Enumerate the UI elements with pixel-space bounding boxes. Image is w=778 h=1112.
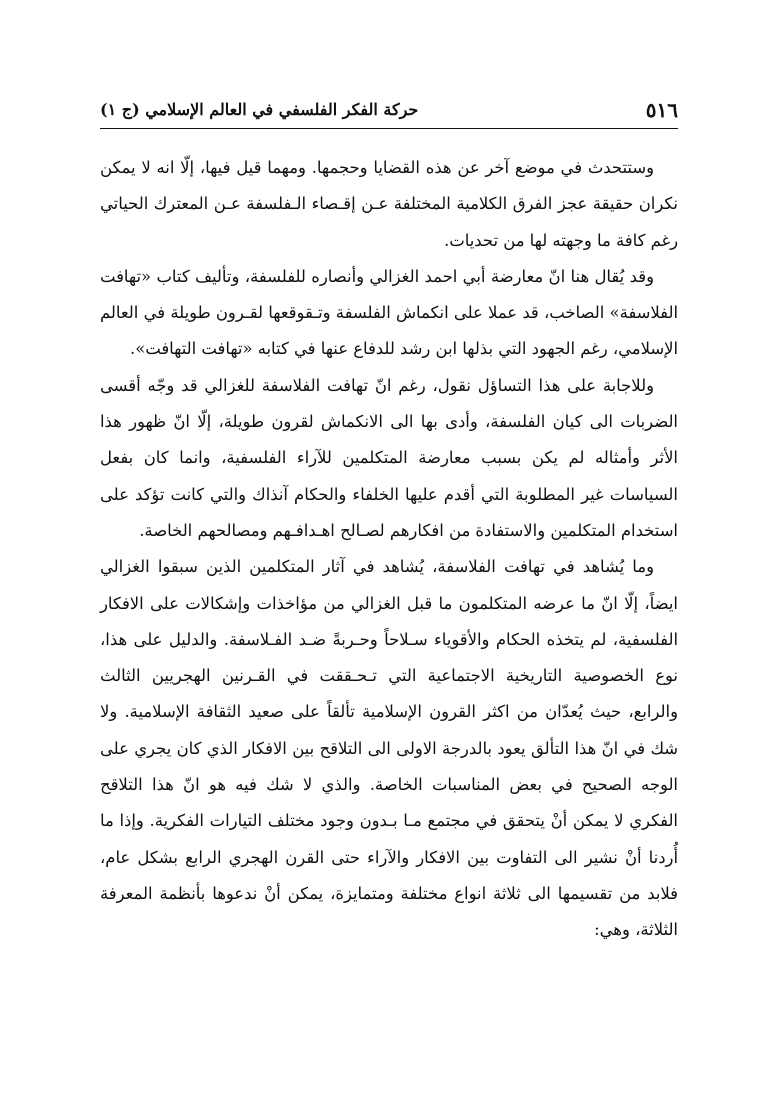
body-text <box>100 150 678 949</box>
page-header <box>100 96 678 129</box>
paragraph: وللاجابة على هذا التساؤل نقول، رغم انّ تهافت الفلاسفة للغزالي قد وجّه أقسى الضربات الى كيان الفلسفة، وأدى بها الى الانكماش لقرون طويلة، إلّا انّ ظهور هذا الأثر وأمثاله لم يكن بسبب معارضة المتكلمين للآراء الفلسفية، وانما كان بفعل السياسات غير المطلوبة التي أقدم عليها الخلفاء والحكام آنذاك والتي كانت تؤكد على استخدام المتكلمين والاستفادة من افكارهم لصـالح اهـدافـهم ومصالحهم الخاصة. <box>100 375 678 540</box>
running-title: حركة الفكر الفلسفي في العالم الإسلامي (ج ١) <box>100 100 419 119</box>
paragraph: وستتحدث في موضع آخر عن هذه القضايا وحجمها. ومهما قيل فيها، إلّا انه لا يمكن نكران حقيقة عجز الفرق الكلامية المختلفة عـن إقـصاء الـفلسفة عـن المعترك الحياتي رغم كافة ما وجهته لها من تحديات. <box>100 158 678 250</box>
paragraph: وقد يُقال هنا انّ معارضة أبي احمد الغزالي وأنصاره للفلسفة، وتأليف كتاب «تهافت الفلاسفة» الصاخب، قد عملا على انكماش الفلسفة وتـقوقعها لقـرون طويلة في العالم الإسلامي، رغم الجهود التي بذلها ابن رشد للدفاع عنها في كتابه «تهافت التهافت». <box>100 266 678 359</box>
paragraph: وما يُشاهد في تهافت الفلاسفة، يُشاهد في آثار المتكلمين الذين سبقوا الغزالي ايضاً، إلّا انّ ما عرضه المتكلمون ما قبل الغزالي من مؤاخذات وإشكالات على الافكار الفلسفية، لم يتخذه الحكام والأقوياء سـلاحاً وحـربةً ضـد الفـلاسفة. والدليل على هذا، نوع الخصوصية التاريخية الاجتماعية التي تـحـققت في القـرنين الهجريين الثالث والرابع، حيث يُعدّان من اكثر القرون الإسلامية تألقاً على صعيد الثقافة الإسلامية. ولا شك في انّ هذا التألق يعود بالدرجة الاولى الى التلاقح بين الافكار الذي كان يجري على الوجه الصحيح في بعض المناسبات الخاصة. والذي لا شك فيه هو انّ هذا التلاقح الفكري لا يمكن أنْ يتحقق في مجتمع مـا بـدون وجود مختلف التيارات الفكرية. وإذا ما أُردنا أنْ نشير الى التفاوت بين الافكار والآراء حتى القرن الهجري الرابع بشكل عام، فلابد من تقسيمها الى ثلاثة انواع مختلفة ومتمايزة، يمكن أنْ ندعوها بأنظمة المعرفة الثلاثة، وهي: <box>100 557 678 940</box>
page-number: ٥١٦ <box>645 98 678 122</box>
